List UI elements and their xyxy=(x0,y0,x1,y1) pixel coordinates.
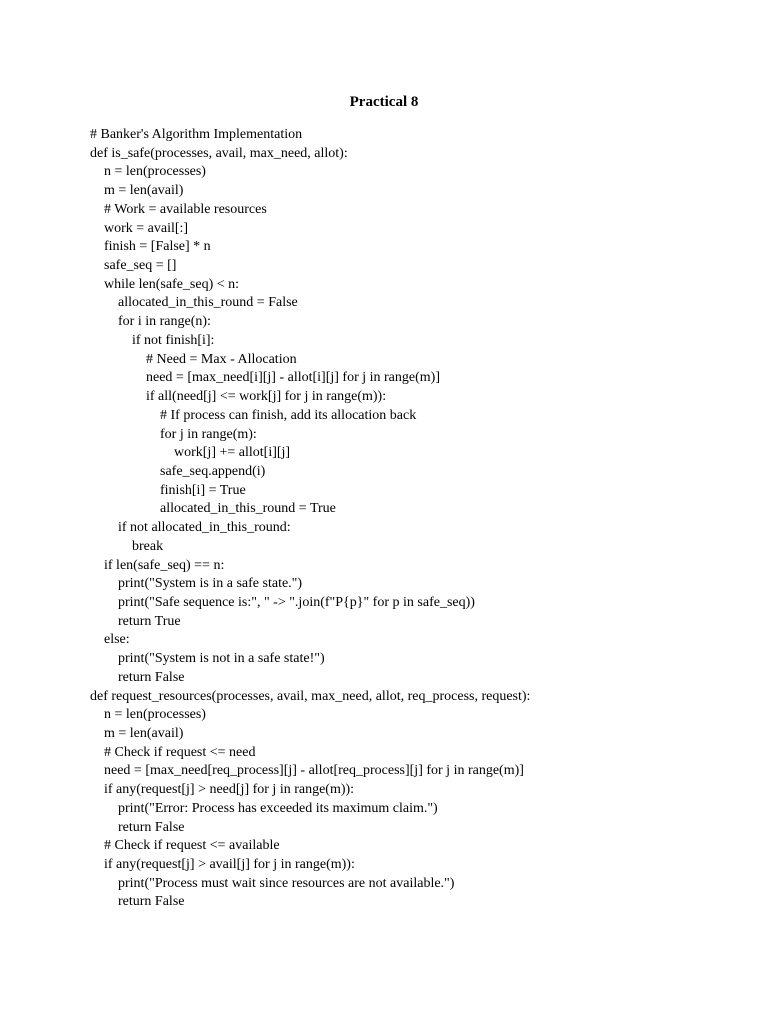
code-line: print("Process must wait since resources are not available.") xyxy=(118,875,455,891)
code-line: # If process can finish, add its allocation back xyxy=(160,407,417,423)
code-line: need = [max_need[i][j] - allot[i][j] for j in range(m)] xyxy=(146,370,440,386)
code-line: n = len(processes) xyxy=(104,707,206,723)
code-line: if not allocated_in_this_round: xyxy=(118,520,291,536)
code-line: finish[i] = True xyxy=(160,482,246,498)
code-line: # Check if request <= need xyxy=(104,744,256,760)
code-line: if len(safe_seq) == n: xyxy=(104,557,225,573)
code-line: if all(need[j] <= work[j] for j in range(m)): xyxy=(146,389,387,405)
code-line: return False xyxy=(118,894,185,910)
code-line: print("Safe sequence is:", " -> ".join(f"P{p}" for p in safe_seq)) xyxy=(118,594,475,610)
code-line: return False xyxy=(118,669,185,685)
code-line: else: xyxy=(104,632,130,648)
code-line: safe_seq.append(i) xyxy=(160,463,266,479)
code-line: m = len(avail) xyxy=(104,183,184,199)
code-line: # Need = Max - Allocation xyxy=(146,351,297,367)
code-listing xyxy=(90,126,750,912)
code-line: if not finish[i]: xyxy=(132,332,215,348)
code-line: def request_resources(processes, avail, max_need, allot, req_process, request): xyxy=(90,688,531,704)
code-line: work = avail[:] xyxy=(104,220,189,236)
code-line: m = len(avail) xyxy=(104,726,184,741)
page-title: Practical 8 xyxy=(349,94,419,110)
code-line: allocated_in_this_round = True xyxy=(160,501,336,517)
code-line: if any(request[j] > need[j] for j in range(m)): xyxy=(104,782,355,798)
code-line: n = len(processes) xyxy=(104,164,206,180)
code-line: allocated_in_this_round = False xyxy=(118,295,298,311)
code-line: print("System is in a safe state.") xyxy=(118,576,303,592)
code-line: while len(safe_seq) < n: xyxy=(104,276,240,292)
code-line: print("Error: Process has exceeded its maximum claim.") xyxy=(118,800,438,816)
code-line: finish = [False] * n xyxy=(104,239,211,255)
code-line: return True xyxy=(118,613,181,629)
code-line: print("System is not in a safe state!") xyxy=(118,651,325,667)
code-line: # Check if request <= available xyxy=(104,838,280,854)
code-line: for j in range(m): xyxy=(160,426,257,442)
code-line: # Banker's Algorithm Implementation xyxy=(90,127,303,142)
code-line: if any(request[j] > avail[j] for j in range(m)): xyxy=(104,857,355,873)
code-line: for i in range(n): xyxy=(118,314,211,330)
code-line: need = [max_need[req_process][j] - allot[req_process][j] for j in range(m)] xyxy=(104,763,524,779)
code-line: def is_safe(processes, avail, max_need, allot): xyxy=(90,145,348,161)
code-line: # Work = available resources xyxy=(104,201,267,217)
code-line: safe_seq = [] xyxy=(104,258,177,274)
code-line: return False xyxy=(118,819,185,835)
code-line: break xyxy=(132,538,164,554)
code-line: work[j] += allot[i][j] xyxy=(174,445,291,461)
